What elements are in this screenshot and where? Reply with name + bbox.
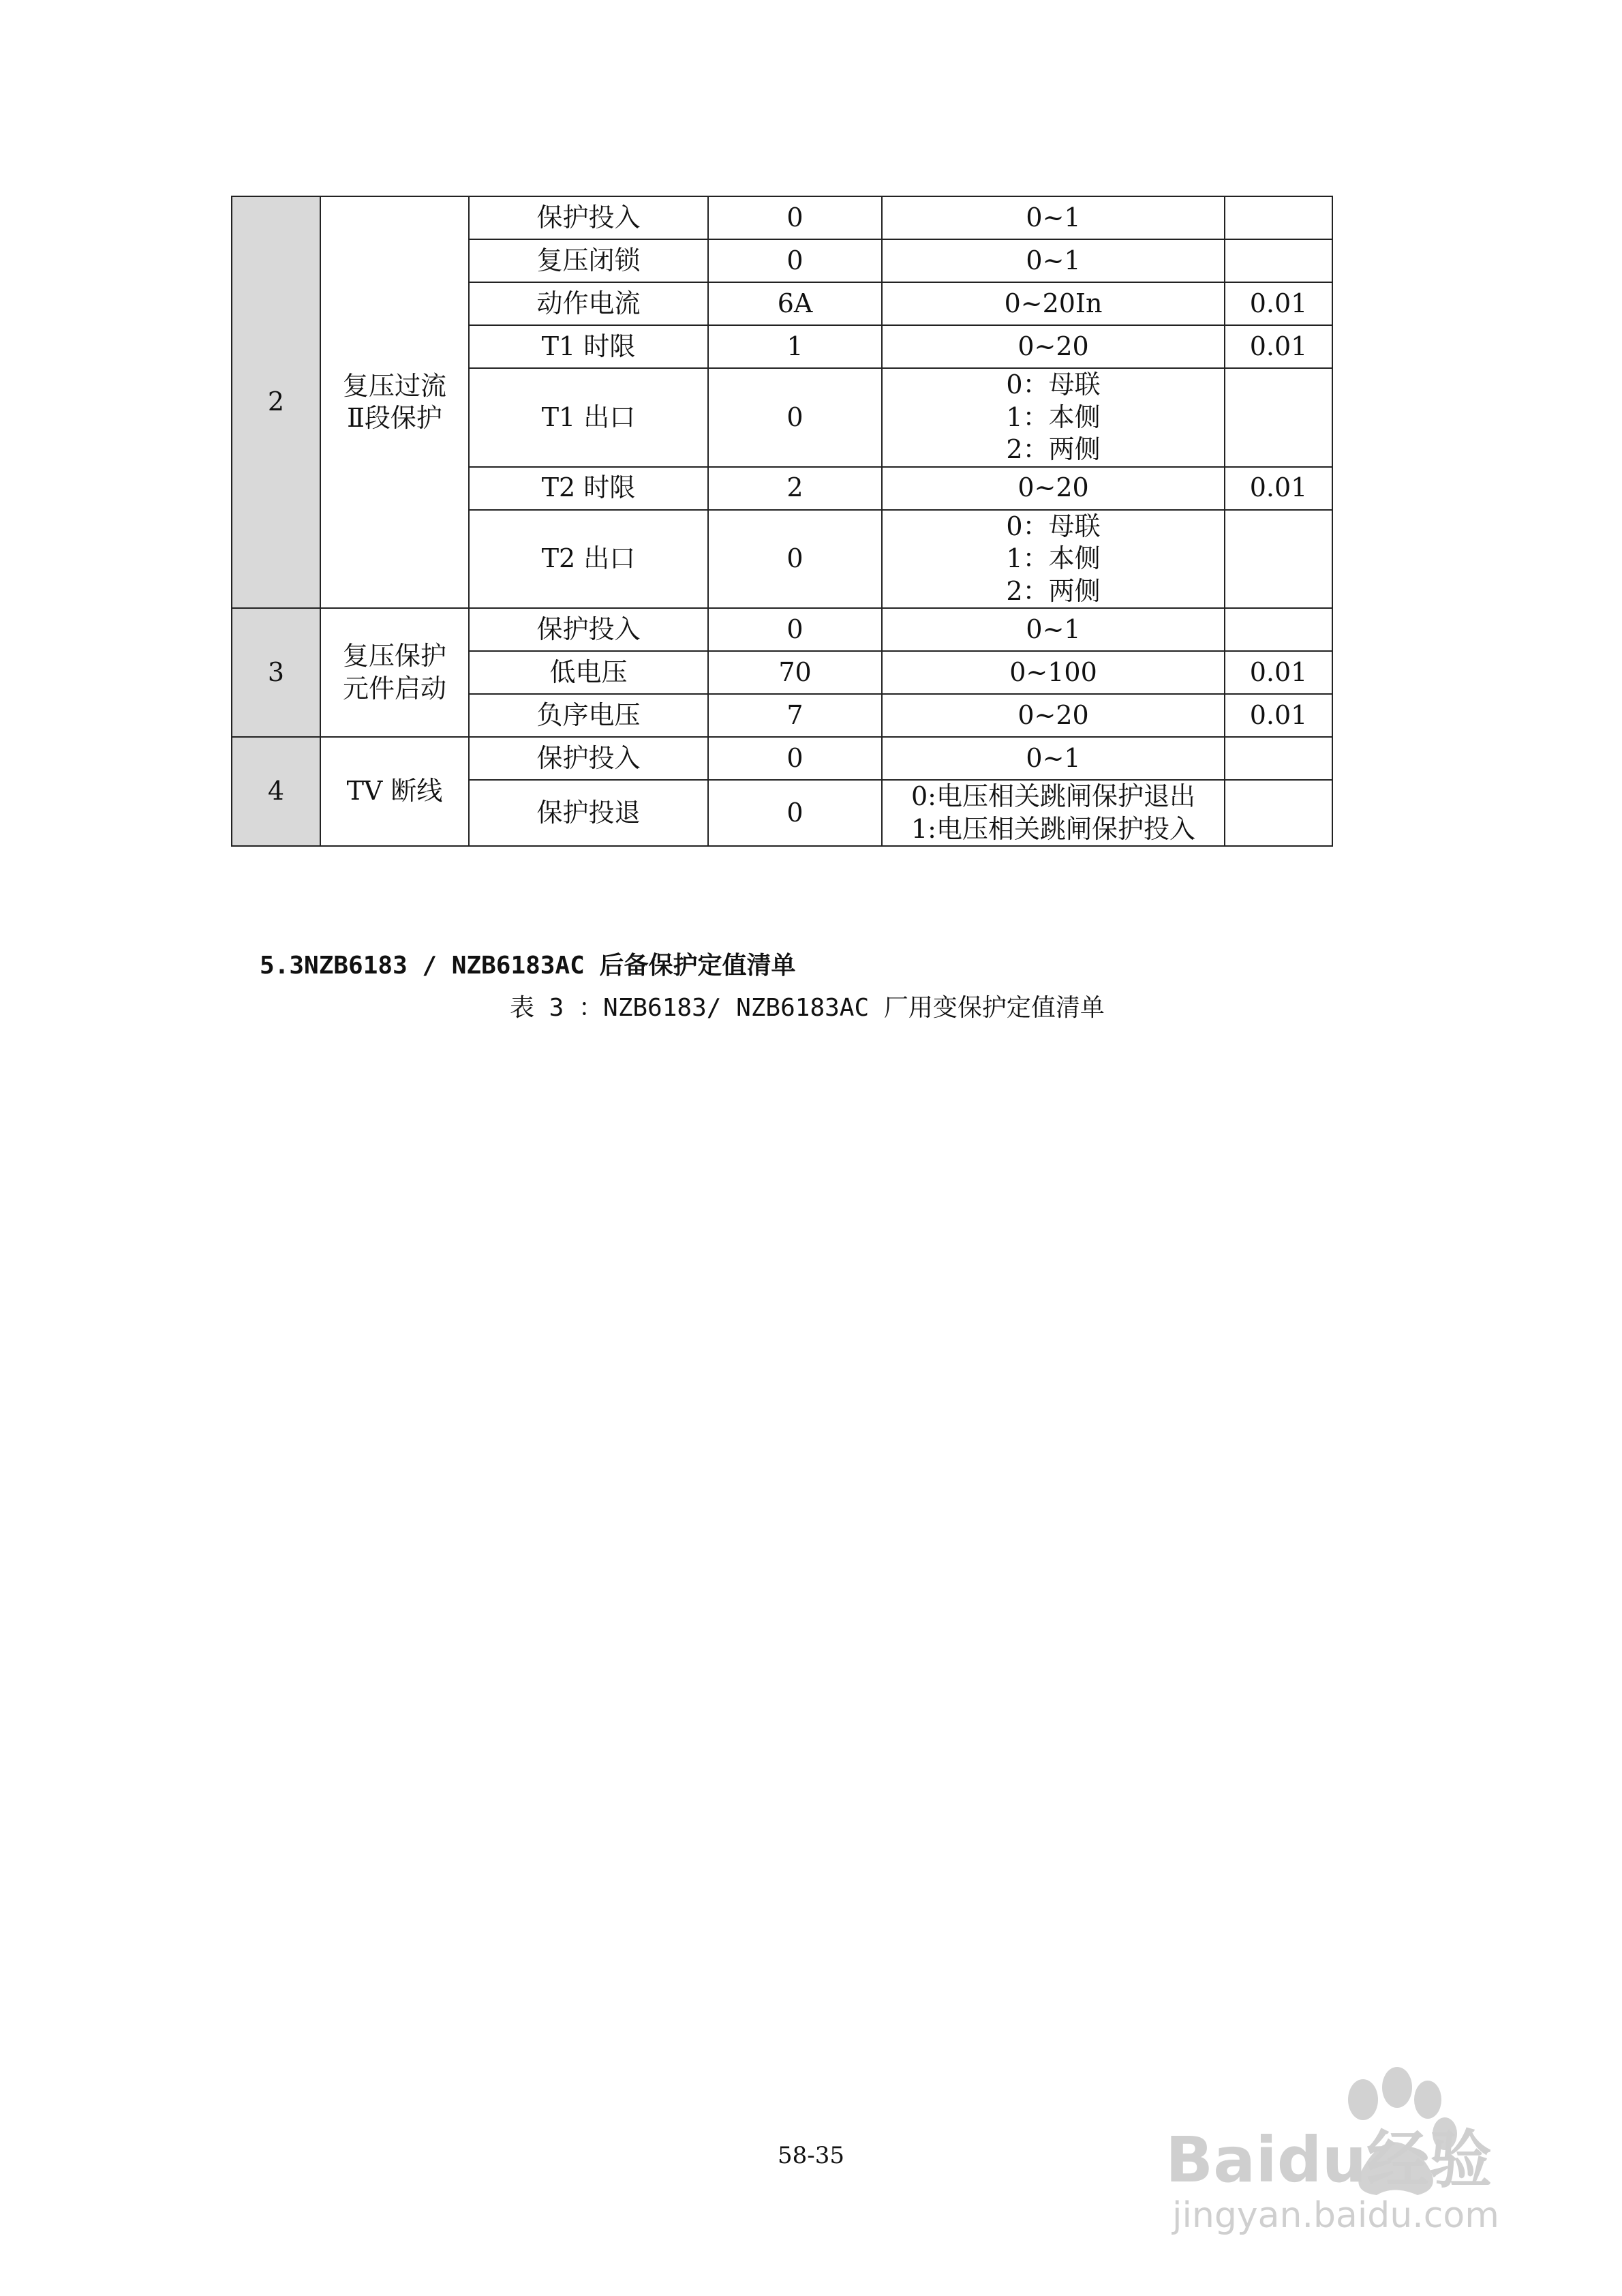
protection-settings-table	[231, 196, 1333, 847]
settings-table-body	[232, 196, 1332, 846]
group-name-line: 元件启动	[342, 673, 446, 704]
table-row	[232, 608, 1332, 651]
group-name-line: 复压过流	[342, 370, 446, 401]
group-name	[320, 737, 469, 846]
setting-value: 0	[708, 510, 882, 609]
setting-step: 0.01	[1225, 325, 1332, 368]
section-heading: 5.3NZB6183 / NZB6183AC 后备保护定值清单	[260, 952, 796, 980]
range-line: 0~20	[1017, 331, 1089, 361]
setting-range	[882, 325, 1225, 368]
group-name-line: Ⅱ段保护	[347, 403, 442, 433]
range-line: 2：两侧	[1006, 434, 1101, 464]
setting-name: T1 时限	[469, 325, 708, 368]
setting-range	[882, 780, 1225, 846]
range-line: 0：母联	[1006, 511, 1101, 541]
setting-range	[882, 694, 1225, 737]
setting-range	[882, 239, 1225, 282]
setting-value: 0	[708, 780, 882, 846]
group-number: 4	[232, 737, 320, 846]
setting-name: 动作电流	[469, 282, 708, 325]
setting-name: 复压闭锁	[469, 239, 708, 282]
watermark-brand: Baidu经验	[1165, 2124, 1493, 2196]
setting-name: 保护投入	[469, 608, 708, 651]
setting-step	[1225, 239, 1332, 282]
table-caption: 表 3 ：NZB6183/ NZB6183AC 厂用变保护定值清单	[510, 994, 1105, 1022]
setting-name: T1 出口	[469, 368, 708, 467]
setting-step	[1225, 196, 1332, 239]
setting-value: 6A	[708, 282, 882, 325]
setting-name: 保护投退	[469, 780, 708, 846]
range-line: 1：本侧	[1006, 402, 1101, 432]
setting-value: 0	[708, 196, 882, 239]
setting-range	[882, 737, 1225, 780]
setting-name: T2 时限	[469, 467, 708, 510]
setting-step	[1225, 368, 1332, 467]
group-name	[320, 608, 469, 737]
setting-name: 保护投入	[469, 196, 708, 239]
setting-value: 70	[708, 651, 882, 694]
setting-range	[882, 467, 1225, 510]
setting-step	[1225, 737, 1332, 780]
setting-step: 0.01	[1225, 651, 1332, 694]
setting-value: 0	[708, 737, 882, 780]
range-line: 0~20	[1017, 699, 1089, 730]
setting-range	[882, 510, 1225, 609]
range-line: 0~1	[1026, 245, 1081, 275]
range-line: 0:电压相关跳闸保护退出	[911, 781, 1195, 811]
range-line: 1：本侧	[1006, 543, 1101, 573]
setting-step: 0.01	[1225, 282, 1332, 325]
setting-range	[882, 196, 1225, 239]
group-name-line: 复压保护	[342, 641, 446, 671]
range-line: 0：母联	[1006, 369, 1101, 399]
page-number: 58-35	[777, 2142, 844, 2169]
range-line: 0~1	[1026, 202, 1081, 232]
setting-value: 7	[708, 694, 882, 737]
range-line: 1:电压相关跳闸保护投入	[911, 813, 1195, 844]
range-line: 0~1	[1026, 742, 1081, 773]
setting-name: 保护投入	[469, 737, 708, 780]
setting-step: 0.01	[1225, 694, 1332, 737]
setting-step: 0.01	[1225, 467, 1332, 510]
group-number: 2	[232, 196, 320, 608]
setting-value: 2	[708, 467, 882, 510]
range-line: 0~100	[1009, 656, 1097, 687]
setting-value: 0	[708, 239, 882, 282]
setting-range	[882, 282, 1225, 325]
setting-step	[1225, 608, 1332, 651]
setting-range	[882, 608, 1225, 651]
setting-value: 0	[708, 368, 882, 467]
setting-step	[1225, 780, 1332, 846]
setting-name: 低电压	[469, 651, 708, 694]
watermark-url: jingyan.baidu.com	[1172, 2195, 1499, 2236]
setting-name: T2 出口	[469, 510, 708, 609]
group-name-line: TV 断线	[346, 776, 443, 806]
setting-range	[882, 368, 1225, 467]
watermark	[1159, 2059, 1540, 2263]
group-number: 3	[232, 608, 320, 737]
table-row	[232, 737, 1332, 780]
setting-step	[1225, 510, 1332, 609]
range-line: 0~20In	[1004, 288, 1103, 318]
setting-value: 1	[708, 325, 882, 368]
table-row	[232, 196, 1332, 239]
range-line: 0~20	[1017, 472, 1089, 503]
group-name	[320, 196, 469, 608]
range-line: 0~1	[1026, 614, 1081, 644]
setting-value: 0	[708, 608, 882, 651]
setting-range	[882, 651, 1225, 694]
setting-name: 负序电压	[469, 694, 708, 737]
range-line: 2：两侧	[1006, 575, 1101, 606]
